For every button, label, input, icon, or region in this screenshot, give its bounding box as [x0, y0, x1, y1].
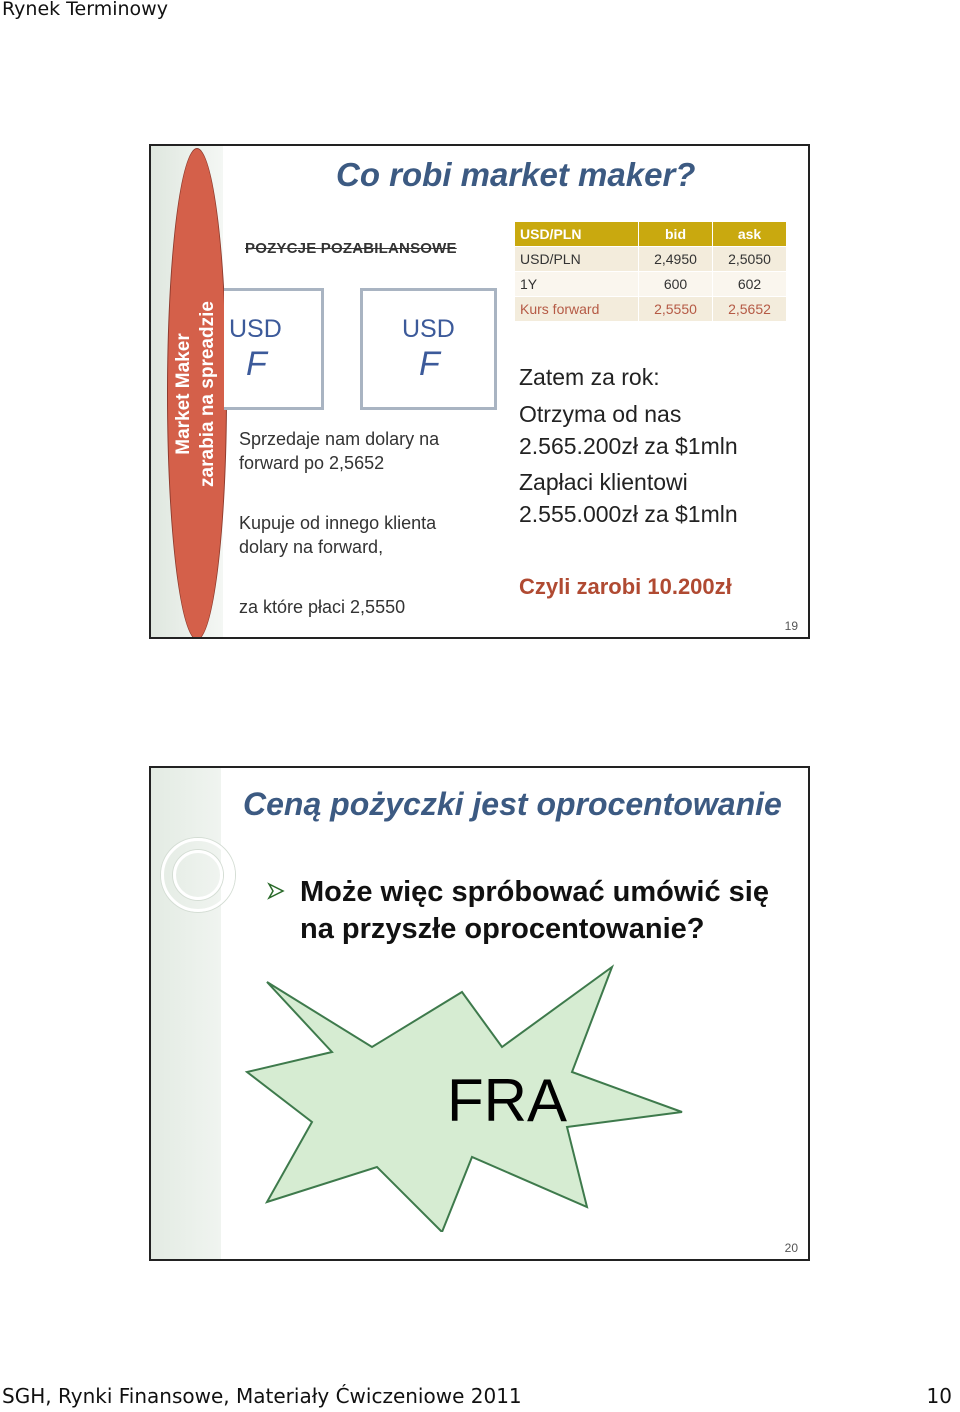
- slide-number: 20: [784, 1241, 798, 1255]
- slide-20: [149, 766, 810, 1261]
- otrzyma-text: Otrzyma od nas 2.565.200zł za $1mln: [519, 401, 738, 459]
- slide-number: 19: [784, 619, 798, 633]
- slide-title: Co robi market maker?: [336, 156, 696, 193]
- sell-description: Sprzedaje nam dolary na forward po 2,5652: [239, 429, 440, 473]
- table-header-cell: USD/PLN: [515, 222, 639, 247]
- side-caption: [165, 284, 227, 504]
- usd-forward-box-left: [224, 288, 324, 410]
- table-row: [515, 272, 787, 297]
- profit-text: Czyli zarobi 10.200zł: [519, 574, 732, 599]
- buy-price-description: za które płaci 2,5550: [239, 597, 406, 617]
- table-header-cell: bid: [639, 222, 713, 247]
- zaplaci-text: Zapłaci klientowi 2.555.000zł za $1mln: [519, 469, 738, 527]
- usd-label: USD: [229, 315, 282, 343]
- forward-letter: F: [419, 345, 440, 383]
- table-cell: 2,5652: [713, 297, 787, 322]
- zatem-text: Zatem za rok:: [519, 364, 660, 390]
- table-cell: 1Y: [515, 272, 639, 297]
- usd-label: USD: [402, 315, 455, 343]
- page-footer: SGH, Rynki Finansowe, Materiały Ćwiczeniowe 2011: [2, 1384, 522, 1408]
- fx-table: [515, 222, 787, 322]
- table-cell: Kurs forward: [515, 297, 639, 322]
- table-row: [515, 297, 787, 322]
- forward-letter: F: [246, 345, 267, 383]
- usd-forward-box-right: [360, 288, 497, 410]
- table-cell: 2,5550: [639, 297, 713, 322]
- slide-title: Ceną pożyczki jest oprocentowanie: [243, 786, 782, 822]
- page-number: 10: [926, 1384, 952, 1408]
- arrow-bullet-icon: [267, 880, 285, 906]
- table-header-cell: ask: [713, 222, 787, 247]
- table-cell: USD/PLN: [515, 247, 639, 272]
- table-cell: 2,4950: [639, 247, 713, 272]
- table-row: [515, 247, 787, 272]
- table-cell: 2,5050: [713, 247, 787, 272]
- table-header-row: [515, 222, 787, 247]
- side-caption-line1: Market Maker: [173, 333, 194, 455]
- table-cell: 602: [713, 272, 787, 297]
- table-cell: 600: [639, 272, 713, 297]
- bullet-text: Może więc spróbować umówić się na przyszłe oprocentowanie?: [300, 876, 769, 945]
- buy-description: Kupuje od innego klienta dolary na forward,: [239, 513, 437, 557]
- page-header: Rynek Terminowy: [2, 0, 168, 20]
- slide-19: [149, 144, 810, 639]
- side-caption-line2: zarabia na spreadzie: [197, 301, 218, 487]
- fra-label: FRA: [447, 1067, 567, 1134]
- decor-ring: [173, 850, 223, 900]
- pozycje-label: POZYCJE POZABILANSOWE: [245, 240, 457, 257]
